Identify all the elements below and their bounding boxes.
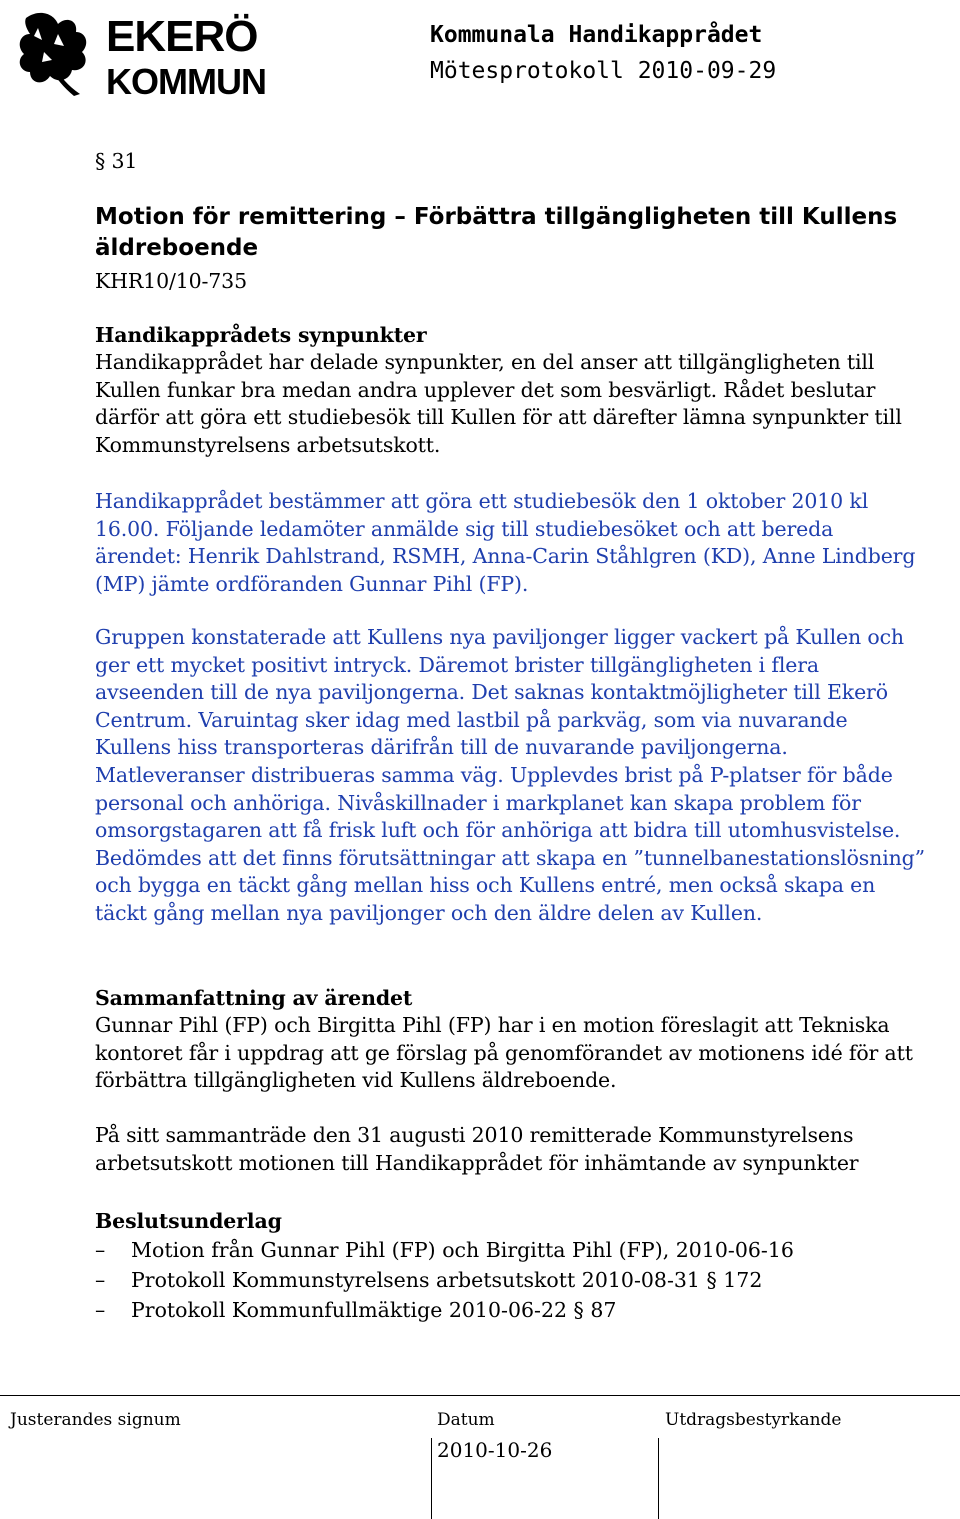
sammanfattning-body: Gunnar Pihl (FP) och Birgitta Pihl (FP) har i en motion föreslagit att Tekniska kontoret får i uppdrag att ge förslag på genomförandet av motionens idé för att förbättra tillgängligheten vid Kullens äldreboende. — [95, 1013, 913, 1093]
oak-leaf-icon — [14, 6, 284, 98]
synpunkter-heading: Handikapprådets synpunkter — [95, 323, 427, 347]
list-dash: – — [95, 1238, 106, 1262]
footer-separator — [658, 1438, 659, 1519]
findings-paragraph: Gruppen konstaterade att Kullens nya paviljonger ligger vackert på Kullen och ger ett mycket positivt intryck. Däremot brister tillgängligheten i flera avseenden till de nya paviljongerna. Det saknas kontaktmöjligheter till Ekerö Centrum. Varuintag sker idag med lastbil på parkväg, som via nuvarande Kullens hiss transporteras därifrån till de nuvarande paviljongerna. Matleveranser distribueras samma väg. Upplevdes brist på P-platser för både personal och anhöriga. Nivåskillnader i markplanet kan skapa problem för omsorgstagaren att få frisk luft och för anhöriga att bidra till utomhusvistelse. Bedömdes att det finns förutsättningar att skapa en ”tunnelbanestationslösning” och bygga en täckt gång mellan hiss och Kullens entré, men också skapa en täckt gång mellan nya paviljonger och den äldre delen av Kullen. — [95, 625, 925, 925]
list-item — [95, 1236, 925, 1265]
document-title: Mötesprotokoll 2010-09-29 — [430, 58, 777, 84]
list-dash: – — [95, 1298, 106, 1322]
sammanfattning-heading: Sammanfattning av ärendet — [95, 986, 413, 1010]
ekero-kommun-logo — [14, 6, 284, 98]
list-item — [95, 1266, 925, 1295]
footer-separator — [431, 1438, 432, 1519]
list-dash: – — [95, 1268, 106, 1292]
svg-text:EKERÖ: EKERÖ — [106, 12, 258, 61]
org-name: Kommunala Handikapprådet — [430, 22, 763, 48]
datum-label: Datum — [437, 1410, 495, 1430]
synpunkter-body: Handikapprådet har delade synpunkter, en del anser att tillgängligheten till Kullen funkar bra medan andra upplever det som besvärligt. Rådet beslutar därför att göra ett studiebesök till Kullen för att därefter lämna synpunkter till Kommunstyrelsens arbetsutskott. — [95, 350, 902, 457]
signum-label: Justerandes signum — [10, 1410, 181, 1430]
utdrag-label: Utdragsbestyrkande — [665, 1410, 842, 1430]
remittering-paragraph: På sitt sammanträde den 31 augusti 2010 remitterade Kommunstyrelsens arbetsutskott motionen till Handikapprådet för inhämtande av synpunkter — [95, 1123, 859, 1175]
datum-value: 2010-10-26 — [437, 1438, 553, 1462]
case-id: KHR10/10-735 — [95, 269, 247, 293]
visit-paragraph: Handikapprådet bestämmer att göra ett studiebesök den 1 oktober 2010 kl 16.00. Följande ledamöter anmälde sig till studiebesöket och att bereda ärendet: Henrik Dahlstrand, RSMH, Anna-Carin Ståhlgren (KD), Anne Lindberg (MP) jämte ordföranden Gunnar Pihl (FP). — [95, 489, 916, 596]
footer-divider — [0, 1395, 960, 1396]
list-item — [95, 1296, 925, 1325]
list-item-text: Protokoll Kommunstyrelsens arbetsutskott 2010-08-31 § 172 — [131, 1268, 763, 1292]
section-title: Motion för remittering – Förbättra tillgängligheten till Kullens äldreboende — [95, 204, 898, 261]
svg-text:KOMMUN: KOMMUN — [106, 61, 266, 98]
list-item-text: Protokoll Kommunfullmäktige 2010-06-22 § 87 — [131, 1298, 617, 1322]
beslutsunderlag-heading: Beslutsunderlag — [95, 1209, 282, 1233]
section-number: § 31 — [95, 149, 138, 173]
list-item-text: Motion från Gunnar Pihl (FP) och Birgitta Pihl (FP), 2010-06-16 — [131, 1238, 794, 1262]
